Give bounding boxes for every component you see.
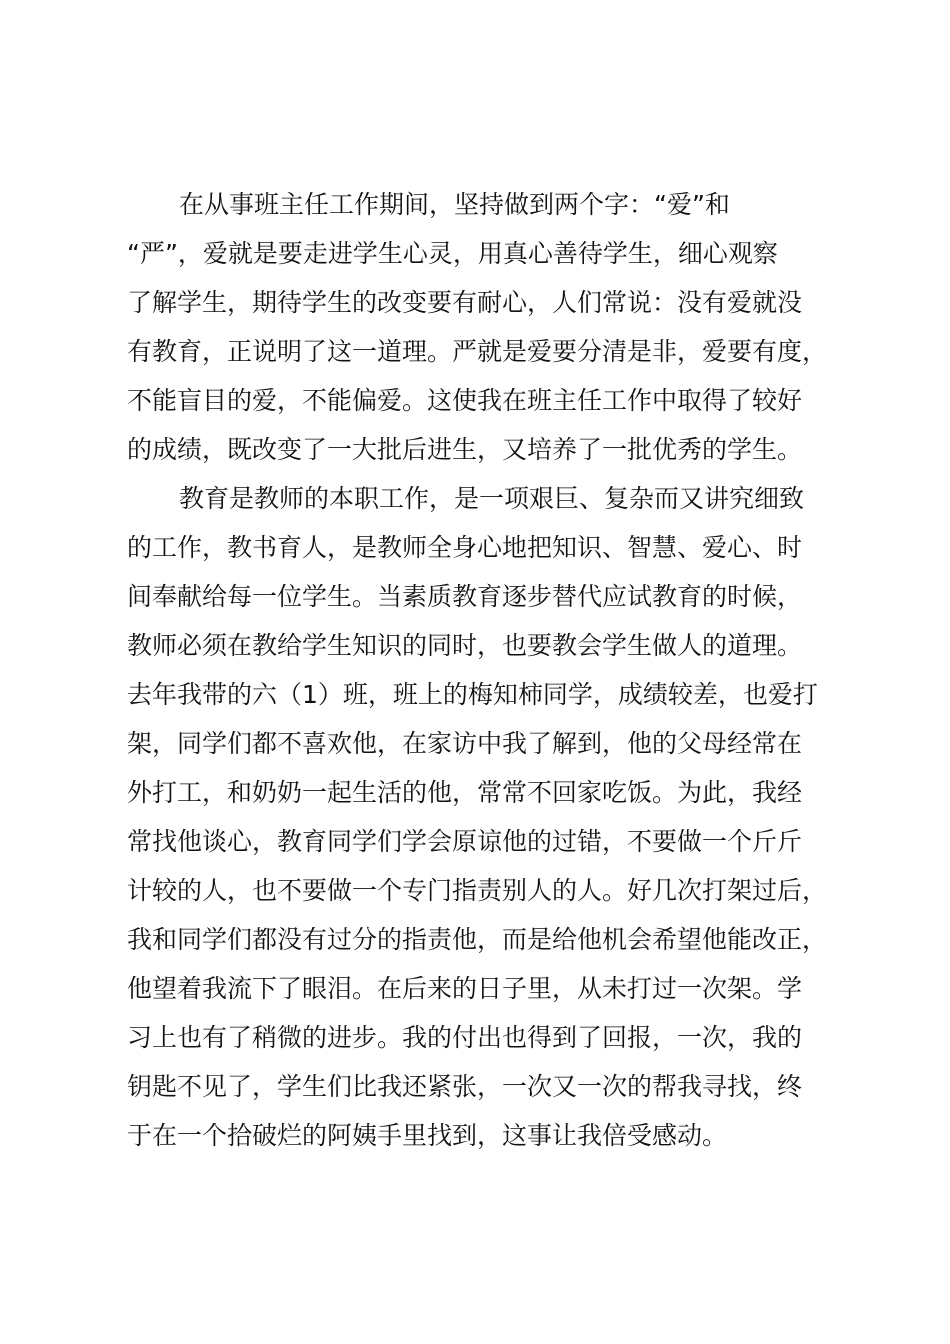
paragraph-1: [127, 180, 847, 474]
paragraph-2: [127, 474, 847, 1160]
text-line: 架，同学们都不喜欢他，在家访中我了解到，他的父母经常在: [127, 729, 803, 758]
text-line: 间奉献给每一位学生。当素质教育逐步替代应试教育的时候，: [127, 582, 803, 611]
text-line: 钥匙不见了，学生们比我还紧张，一次又一次的帮我寻找，终: [127, 1072, 803, 1101]
text-line: 我和同学们都没有过分的指责他，而是给他机会希望他能改正，: [127, 925, 828, 954]
text-line: 不能盲目的爱，不能偏爱。这使我在班主任工作中取得了较好: [127, 386, 803, 415]
text-line: 的工作，教书育人，是教师全身心地把知识、智慧、爱心、时: [127, 533, 803, 562]
text-line: 去年我带的六（1）班，班上的梅知柿同学，成绩较差，也爱打: [127, 680, 818, 709]
text-line: 常找他谈心，教育同学们学会原谅他的过错，不要做一个斤斤: [127, 827, 803, 856]
text-line: 外打工，和奶奶一起生活的他，常常不回家吃饭。为此，我经: [127, 778, 803, 807]
text-line: 在从事班主任工作期间，坚持做到两个字：“爱”和: [179, 190, 730, 219]
text-line: 计较的人，也不要做一个专门指责别人的人。好几次打架过后，: [127, 876, 828, 905]
text-line: 的成绩，既改变了一大批后进生，又培养了一批优秀的学生。: [127, 435, 803, 464]
text-line: 他望着我流下了眼泪。在后来的日子里，从未打过一次架。学: [127, 974, 803, 1003]
text-line: 有教育，正说明了这一道理。严就是爱要分清是非，爱要有度，: [127, 337, 828, 366]
body-text: [127, 180, 847, 1160]
text-line: 了解学生，期待学生的改变要有耐心，人们常说：没有爱就没: [127, 288, 803, 317]
text-line: “严”，爱就是要走进学生心灵，用真心善待学生，细心观察: [127, 239, 778, 268]
text-line: 教师必须在教给学生知识的同时，也要教会学生做人的道理。: [127, 631, 803, 660]
text-line: 教育是教师的本职工作，是一项艰巨、复杂而又讲究细致: [179, 484, 805, 513]
text-line: 于在一个拾破烂的阿姨手里找到，这事让我倍受感动。: [127, 1121, 728, 1150]
text-line: 习上也有了稍微的进步。我的付出也得到了回报，一次，我的: [127, 1023, 803, 1052]
